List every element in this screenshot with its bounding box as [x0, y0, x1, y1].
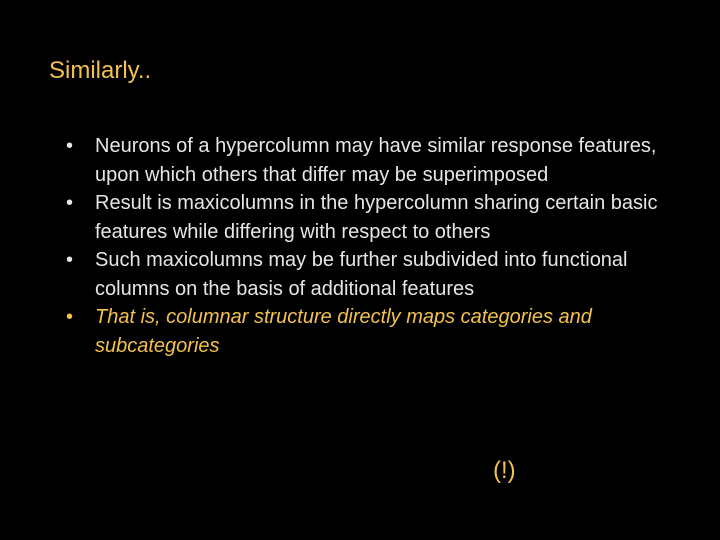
bullet-marker: •	[66, 306, 74, 328]
bullet-item	[66, 132, 686, 189]
bullet-marker: •	[66, 192, 74, 214]
bullet-text: That is, columnar structure directly maps categories and subcategories	[95, 306, 592, 357]
exclamation-note: (!)	[493, 457, 516, 484]
bullet-list	[66, 132, 686, 360]
bullet-text: Neurons of a hypercolumn may have similar response features, upon which others that differ may be superimposed	[95, 135, 657, 186]
bullet-text: Result is maxicolumns in the hypercolumn sharing certain basic features while differing with respect to others	[95, 192, 658, 243]
bullet-text: Such maxicolumns may be further subdivided into functional columns on the basis of additional features	[95, 249, 628, 300]
slide-title: Similarly..	[49, 57, 152, 84]
bullet-item-emphasis	[66, 303, 686, 360]
bullet-item	[66, 246, 686, 303]
bullet-item	[66, 189, 686, 246]
bullet-marker: •	[66, 135, 74, 157]
bullet-marker: •	[66, 249, 74, 271]
